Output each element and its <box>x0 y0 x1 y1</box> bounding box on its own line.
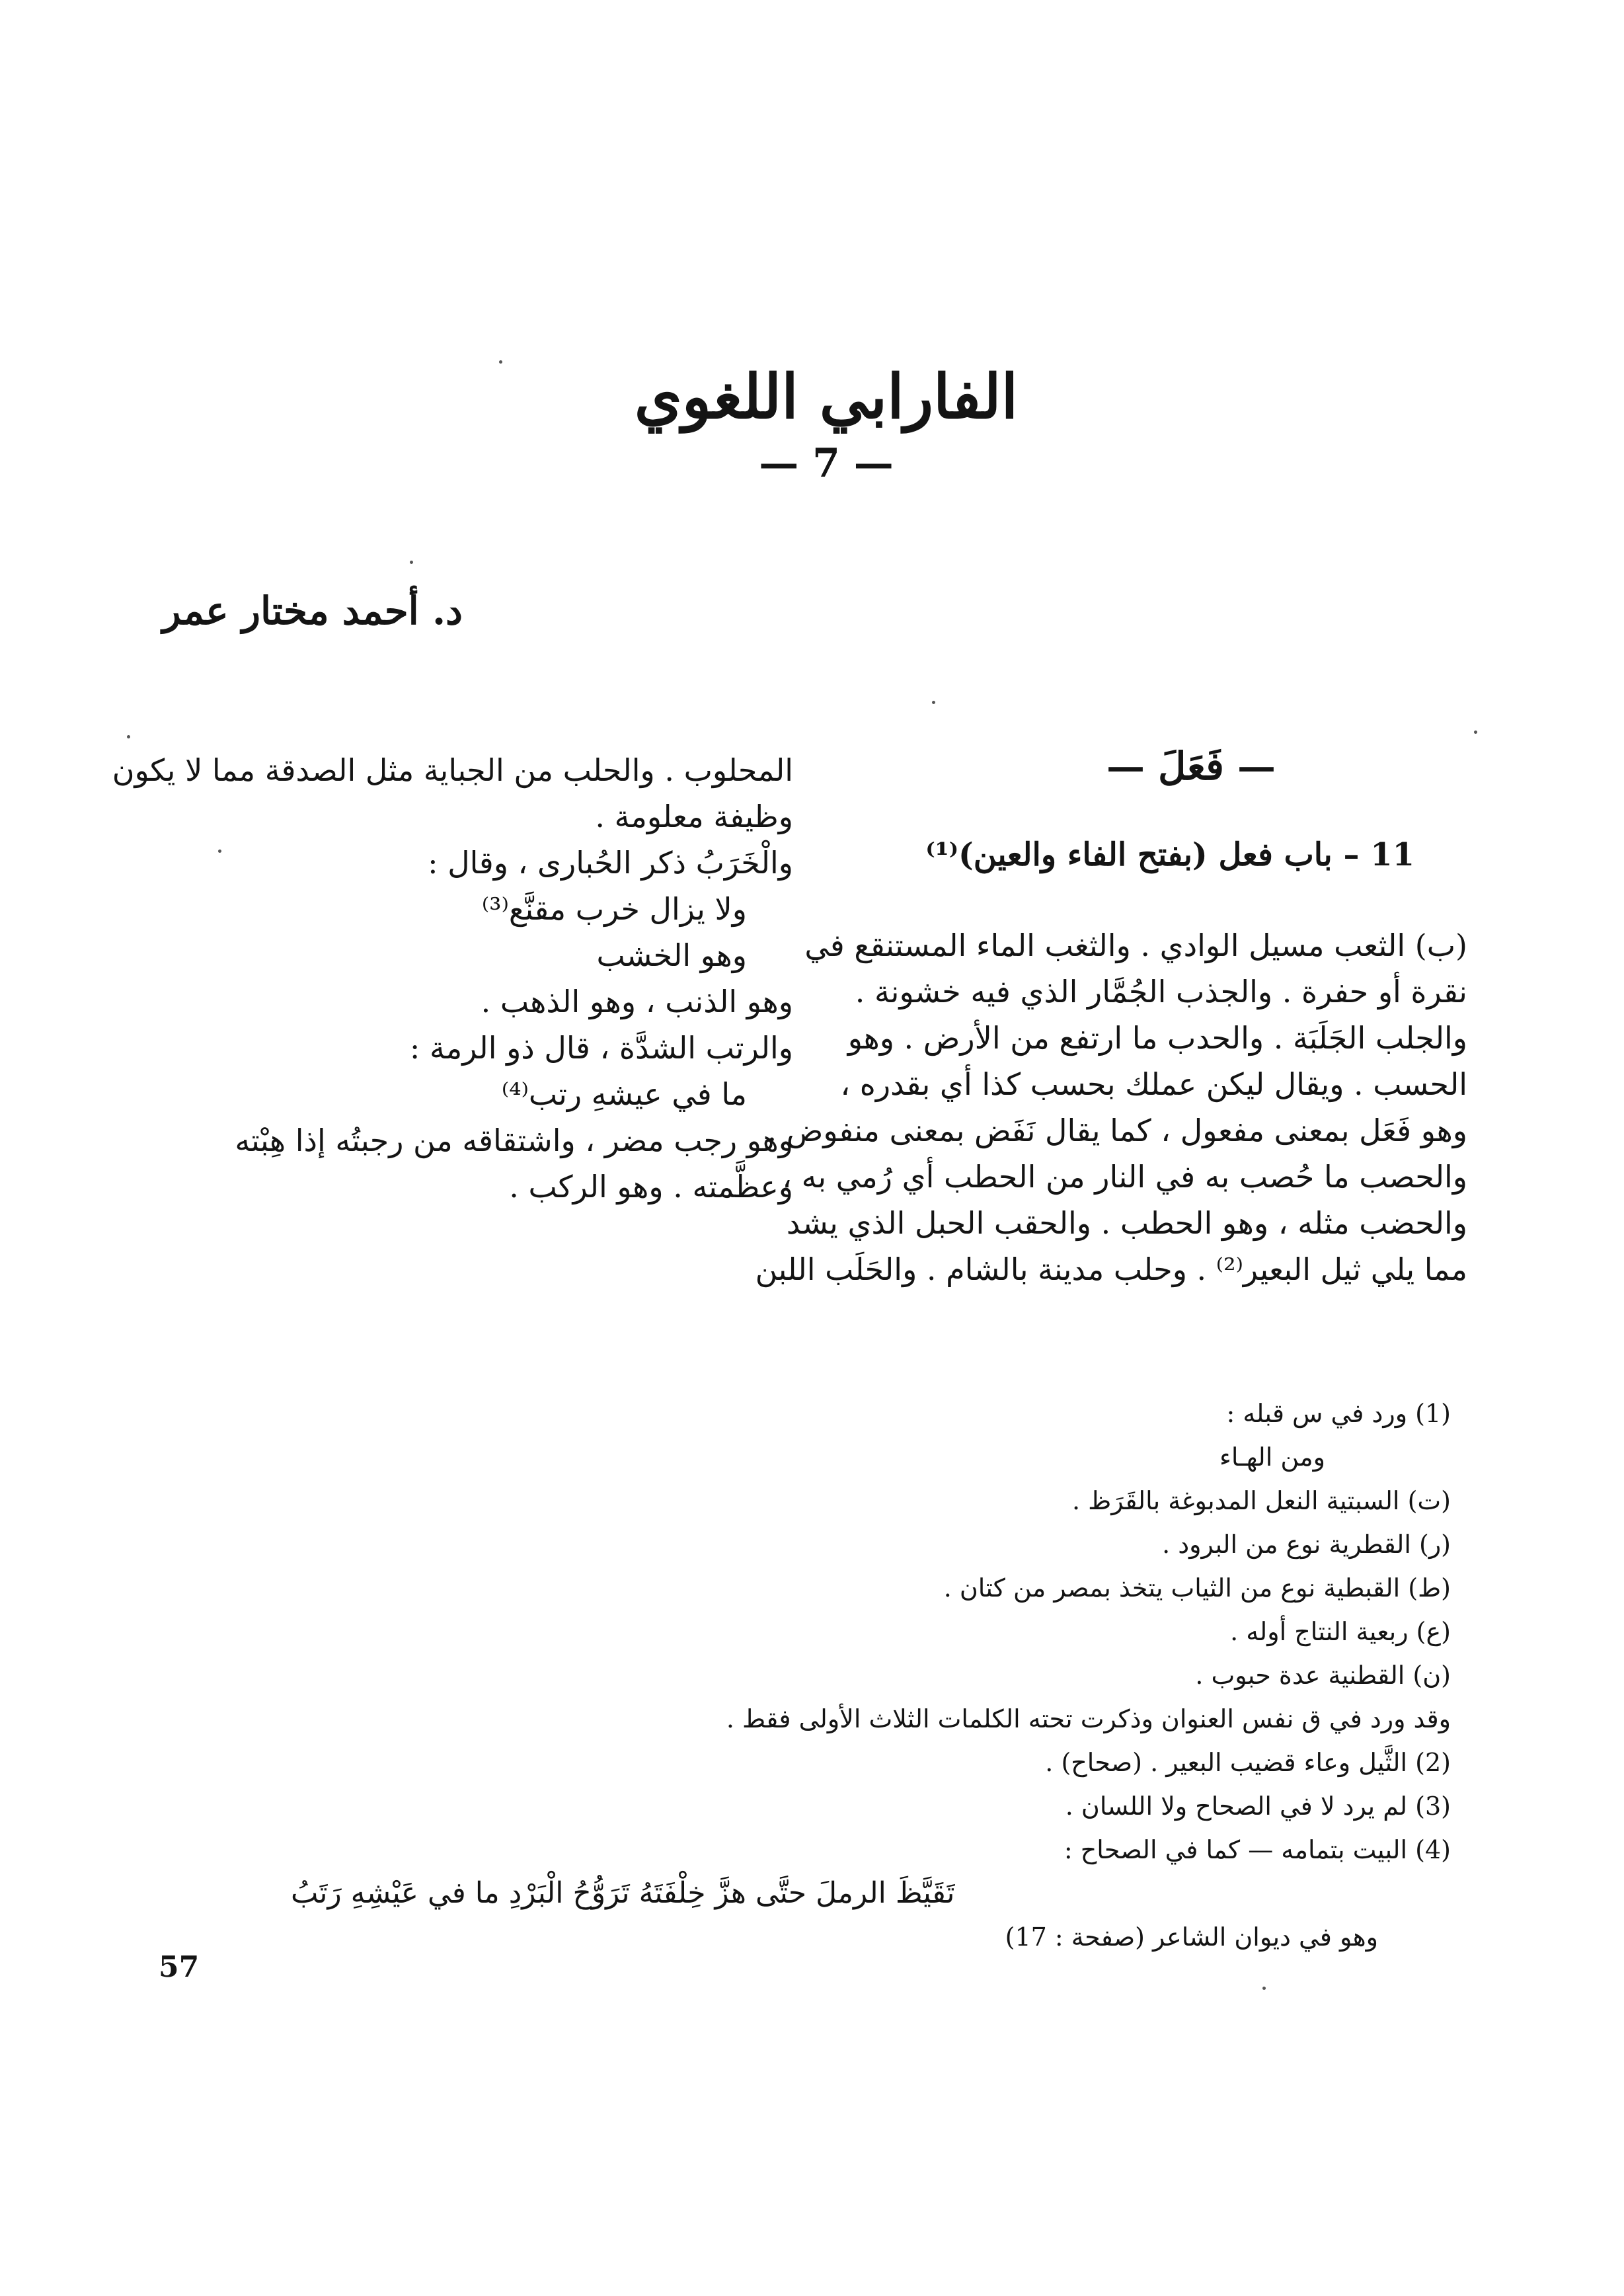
footnote-line: وقد ورد في ق نفس العنوان وذكرت تحته الكلمات الثلاث الأولى فقط . <box>726 1704 1451 1733</box>
page-number: 57 <box>159 1950 200 1984</box>
chapter-heading: 11 – باب فعل (بفتح الفاء والعين)⁽¹⁾ <box>925 836 1414 873</box>
verse-line: ولا يزال خرب مقنَّع⁽³⁾ <box>481 891 747 927</box>
footnote-line: (ن) القطنية عدة حبوب . <box>1195 1661 1451 1690</box>
left-line: وهو الخشب <box>596 937 747 973</box>
right-line: مما يلي ثيل البعير⁽²⁾ . وحلب مدينة بالشام . والحَلَب اللبن <box>755 1251 1467 1287</box>
footnote-line: (ع) ربعية النتاج أوله . <box>1230 1617 1451 1646</box>
footnote-line: (ت) السبتية النعل المدبوغة بالقَرَظ . <box>1072 1486 1451 1515</box>
left-column <box>112 747 793 1210</box>
scan-speck <box>499 360 502 364</box>
left-line: وظيفة معلومة . <box>595 799 793 834</box>
part-number: — 7 — <box>759 440 894 487</box>
section-heading: — فَعَلَ — <box>1106 744 1276 789</box>
scan-speck <box>1262 1987 1266 1990</box>
scan-speck <box>1474 731 1477 734</box>
right-line: الحسب . ويقال ليكن عملك بحسب كذا أي بقدره ، <box>840 1066 1467 1102</box>
footnote-line: (ر) القطرية نوع من البرود . <box>1162 1530 1451 1559</box>
verse-line: ما في عيشهِ رتب⁽⁴⁾ <box>501 1076 747 1112</box>
footnote-line: (1) ورد في س قبله : <box>1226 1399 1451 1428</box>
scan-speck <box>410 561 413 564</box>
left-line: والْخَرَبُ ذكر الحُبارى ، وقال : <box>428 845 793 881</box>
right-line: (ب) الثعب مسيل الوادي . والثغب الماء المستنقع في <box>804 928 1467 963</box>
author-name: د. أحمد مختار عمر <box>162 588 463 633</box>
scan-speck <box>218 850 221 853</box>
left-line: وعظَّمته . وهو الركب . <box>509 1169 793 1205</box>
article-title: الفارابي اللغوي <box>634 361 1019 432</box>
footnote-line: (3) لم يرد لا في الصحاح ولا اللسان . <box>1065 1792 1451 1821</box>
right-line: والجلب الجَلَبَة . والحدب ما ارتفع من الأرض . وهو <box>847 1020 1467 1056</box>
footnotes <box>251 1392 1451 1959</box>
scan-speck <box>127 735 130 738</box>
right-line: والحضب مثله ، وهو الحطب . والحقب الحبل الذي يشد <box>786 1205 1467 1241</box>
right-column <box>755 922 1467 1292</box>
footnote-line: (4) البيت بتمامه — كما في الصحاح : <box>1063 1835 1451 1864</box>
left-line: وهو رجب مضر ، واشتقاقه من رجبتُه إذا هِبْته <box>235 1123 793 1158</box>
footnote-line: ومن الهـاء <box>1219 1443 1325 1472</box>
left-line: المحلوب . والحلب من الجباية مثل الصدقة مما لا يكون <box>112 752 793 788</box>
left-line: وهو الذنب ، وهو الذهب . <box>481 984 793 1019</box>
footnote-line: وهو في ديوان الشاعر (صفحة : 17) <box>1005 1922 1378 1952</box>
right-line: وهو فَعَل بمعنى مفعول ، كما يقال نَفَض بمعنى منفوض . <box>767 1113 1467 1148</box>
footnote-line: (2) الثَّيل وعاء قضيب البعير . (صحاح) . <box>1045 1748 1451 1777</box>
right-line: نقرة أو حفرة . والجذب الجُمَّار الذي فيه خشونة . <box>855 974 1467 1009</box>
footnote-verse: تَقَيَّظَ الرملَ حتَّى هزَّ خِلْفَتَهُ تَرَوُّحُ الْبَرْدِ ما في عَيْشِهِ رَتَبُ <box>291 1876 955 1910</box>
footnote-line: (ط) القبطية نوع من الثياب يتخذ بمصر من كتان . <box>943 1573 1451 1603</box>
scan-speck <box>932 701 935 704</box>
right-line: والحصب ما حُصب به في النار من الحطب أي رُمي به ، <box>782 1159 1467 1195</box>
left-line: والرتب الشدَّة ، قال ذو الرمة : <box>409 1030 793 1066</box>
